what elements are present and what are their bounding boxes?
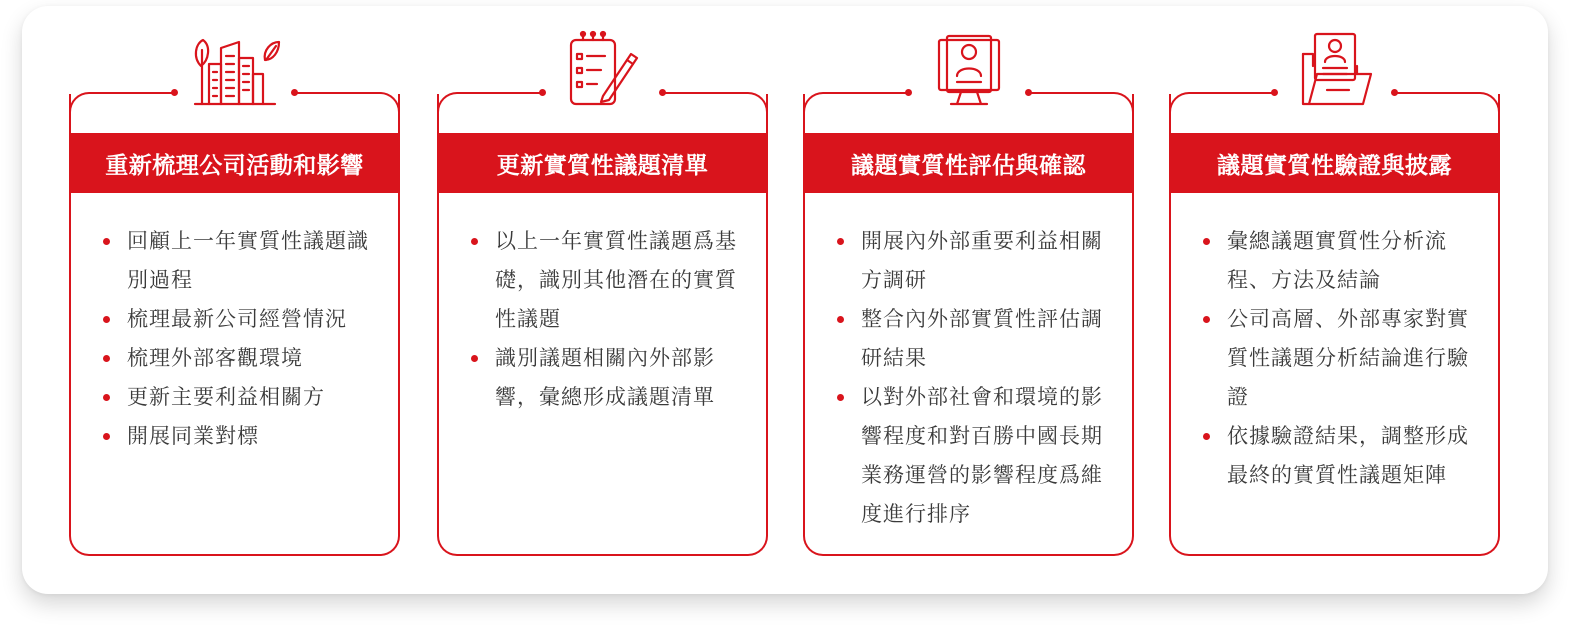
list-item: 回顧上一年實質性議題識別過程 [101,222,380,300]
connector-dot [1025,89,1032,96]
city-buildings-icon [187,30,283,110]
card-item-list [469,222,748,417]
list-item: 梳理最新公司經營情況 [101,300,380,339]
connector-dot [1391,89,1398,96]
card-update-issue-list [437,94,768,556]
folder-document-icon [1287,30,1383,110]
connector-dot [905,89,912,96]
list-item: 梳理外部客觀環境 [101,339,380,378]
connector-dot [539,89,546,96]
list-item: 彙總議題實質性分析流程、方法及結論 [1201,222,1480,300]
card-item-list [835,222,1114,534]
checklist-pen-icon [555,30,651,110]
list-item: 公司高層、外部專家對實質性議題分析結論進行驗證 [1201,300,1480,417]
connector-dot [1271,89,1278,96]
card-assess-confirm [803,94,1134,556]
list-item: 以上一年實質性議題爲基礎，識別其他潛在的實質性議題 [469,222,748,339]
list-item: 更新主要利益相關方 [101,378,380,417]
card-title: 更新實質性議題清單 [437,133,768,193]
monitor-profile-icon [921,30,1017,110]
card-title: 議題實質性評估與確認 [803,133,1134,193]
card-title: 重新梳理公司活動和影響 [69,133,400,193]
list-item: 開展內外部重要利益相關方調研 [835,222,1114,300]
list-item: 依據驗證結果，調整形成最終的實質性議題矩陣 [1201,417,1480,495]
card-reorganize-activities [69,94,400,556]
card-title: 議題實質性驗證與披露 [1169,133,1500,193]
card-verify-disclose [1169,94,1500,556]
list-item: 開展同業對標 [101,417,380,456]
list-item: 識別議題相關內外部影響，彙總形成議題清單 [469,339,748,417]
card-item-list [1201,222,1480,495]
list-item: 整合內外部實質性評估調研結果 [835,300,1114,378]
connector-dot [291,89,298,96]
connector-dot [659,89,666,96]
list-item: 以對外部社會和環境的影響程度和對百勝中國長期業務運營的影響程度爲維度進行排序 [835,378,1114,534]
connector-dot [171,89,178,96]
card-item-list [101,222,380,456]
